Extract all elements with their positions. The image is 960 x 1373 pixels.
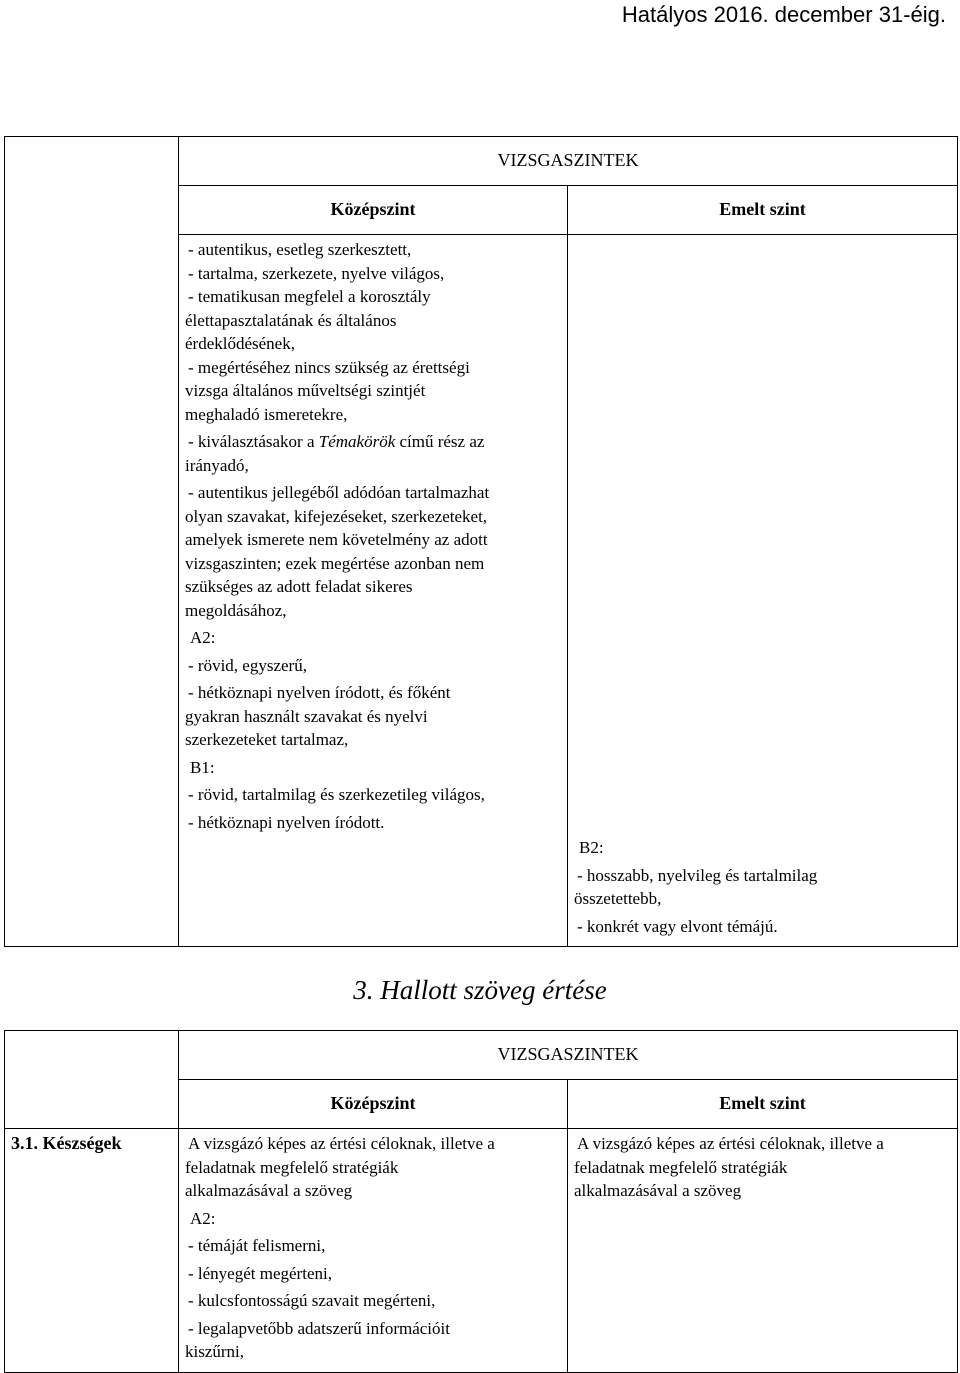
text-line: irányadó, (185, 455, 249, 475)
text-line: - rövid, tartalmilag és szerkezetileg világos, (188, 785, 485, 804)
empty-label-cell (5, 1031, 179, 1129)
row-label-keszsegek: 3.1. Készségek (5, 1129, 179, 1373)
text-line: - hétköznapi nyelven íródott. (188, 812, 385, 832)
exam-levels-table-listening (4, 1030, 958, 1373)
text-line: - rövid, egyszerű, (188, 655, 307, 675)
text-line: - autentikus jellegéből adódóan tartalmazhat (188, 483, 490, 502)
validity-header: Hatályos 2016. december 31-éig. (621, 2, 946, 27)
text-line: szerkezeteket tartalmaz, (185, 730, 349, 749)
text-line: gyakran használt szavakat és nyelvi (185, 706, 428, 726)
level-a2-label: A2: (190, 628, 216, 647)
section-title: 3. Hallott szöveg értése (353, 975, 607, 1005)
text-line: feladatnak megfelelő stratégiák (574, 1157, 788, 1177)
kivalasztas-line (185, 430, 559, 454)
text-line: meghaladó ismeretekre, (185, 404, 348, 424)
text-line: feladatnak megfelelő stratégiák (185, 1157, 399, 1177)
text-line: amelyek ismerete nem követelmény az adott (185, 530, 488, 549)
exam-levels-table-reading (4, 136, 958, 947)
text-line: - megértéséhez nincs szükség az érettségi (188, 357, 470, 377)
text-line: - témáját felismerni, (188, 1236, 326, 1255)
text-line: - hétköznapi nyelven íródott, és főként (188, 683, 451, 702)
text-line: A vizsgázó képes az értési céloknak, illetve a (577, 1134, 884, 1153)
text-line: kiszűrni, (185, 1342, 245, 1361)
emelt-szint-heading: Emelt szint (568, 186, 958, 235)
text-line: - hosszabb, nyelvileg és tartalmilag (577, 865, 818, 885)
vizsgaszintek-heading: VIZSGASZINTEK (179, 1031, 958, 1080)
text-line: - lényegét megérteni, (188, 1263, 332, 1283)
emelt-szint-content (568, 1129, 958, 1373)
vizsgaszintek-heading: VIZSGASZINTEK (179, 137, 958, 186)
text-line: - tartalma, szerkezete, nyelve világos, (188, 263, 445, 283)
text-line: megoldásához, (185, 600, 287, 620)
text-line: - autentikus, esetleg szerkesztett, (188, 240, 412, 259)
text-line: A vizsgázó képes az értési céloknak, illetve a (188, 1134, 495, 1153)
text-line: olyan szavakat, kifejezéseket, szerkezeteket, (185, 506, 488, 526)
text-fragment: című rész az (395, 432, 485, 451)
text-line: - legalapvetőbb adatszerű információit (188, 1318, 450, 1338)
text-line: alkalmazásával a szöveg (574, 1181, 742, 1200)
text-fragment: - kiválasztásakor a (188, 432, 319, 451)
empty-label-cell (5, 137, 179, 947)
text-line: - kulcsfontosságú szavait megérteni, (188, 1291, 436, 1310)
emelt-szint-content (568, 235, 958, 947)
kozepszint-content (179, 235, 568, 947)
kozepszint-content (179, 1129, 568, 1373)
text-line: vizsgaszinten; ezek megértése azonban nem (185, 553, 485, 573)
kozepszint-heading: Középszint (179, 1080, 568, 1129)
text-line: érdeklődésének, (185, 334, 295, 353)
temakorok-italic: Témakörök (318, 432, 396, 451)
text-line: alkalmazásával a szöveg (185, 1181, 353, 1200)
level-a2-label: A2: (190, 1208, 216, 1228)
level-b2-label: B2: (579, 838, 604, 857)
text-line: vizsga általános műveltségi szintjét (185, 381, 426, 400)
text-line: - konkrét vagy elvont témájú. (577, 916, 778, 936)
text-line: összetettebb, (574, 889, 662, 908)
emelt-szint-heading: Emelt szint (568, 1080, 958, 1129)
text-line: szükséges az adott feladat sikeres (185, 577, 413, 596)
b2-block (574, 836, 949, 938)
text-line: - tematikusan megfelel a korosztály (188, 287, 431, 306)
level-b1-label: B1: (190, 757, 215, 777)
kozepszint-heading: Középszint (179, 186, 568, 235)
text-line: élettapasztalatának és általános (185, 310, 397, 330)
